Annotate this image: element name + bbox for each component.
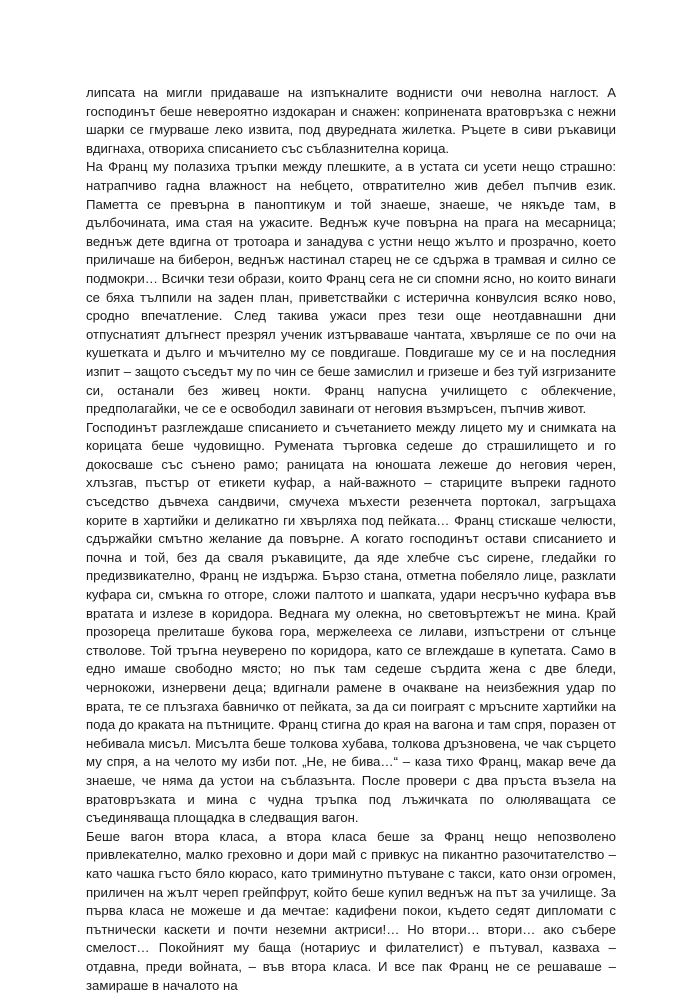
paragraph-2: На Франц му полазиха тръпки между плешките, а в устата си усети нещо страшно: натрапчиво гадна влажност на небцето, отвратително жив дебел пъпчив език. Паметта се превърна в паноптикум и той знаеше, знаеше, че някъде там, в дълбочината, има стая на ужасите. Веднъж куче повърна на прага на месарница; веднъж дете вдигна от тротоара и занадува с устни нещо жълто и прозрачно, което приличаше на биберон, веднъж настинал старец не се сдържа в трамвая и силно се подмокри… Всички тези образи, които Франц сега не си спомни ясно, но които винаги се бяха тълпили на заден план, приветствайки с истерична конвулсия всяко ново, сродно впечатление. След такива ужаси през тези още неотдавнашни дни отпуснатият длъгнест презрял ученик изтърваваше чантата, хвърляше се по очи на кушетката и дълго и мъчително му се повдигаше. Повдигаше му се и на последния изпит – защото съседът му по чин се беше замислил и гризеше и без туй изгризаните си, останали без живец нокти. Франц напусна училището с облекчение, предполагайки, че се е освободил завинаги от неговия възмръсен, пъпчив живот. bbox=[86, 159, 616, 417]
paragraph-1: липсата на мигли придаваше на изпъкналите воднисти очи неволна наглост. А господинът беше невероятно издокаран и снажен: копринената вратовръзка с нежни шарки се гмурваше леко извита, под двуредната жилетка. Ръцете в сиви ръкавици вдигнаха, отвориха списанието със съблазнителна корица. bbox=[86, 85, 616, 156]
paragraph-3: Господинът разглеждаше списанието и съчетанието между лицето му и снимката на корицата беше чудовищно. Румената търговка седеше до страшилището и го докосваше със сънено рамо; раницата на юношата лежеше до неговия черен, хлъзгав, пъстър от етикети куфар, а най-важното – стариците въпреки гадното съседство дъвчеха сандвичи, смучеха мъхести резенчета портокал, загръщаха корите в хартийки и деликатно ги хвърляха под пейката… Франц стискаше челюсти, сдържайки смътно желание да повърне. А когато господинът остави списанието и почна и той, без да сваля ръкавиците, да яде хлебче със сирене, гледайки го предизвикателно, Франц не издържа. Бързо стана, отметна побеляло лице, разклати куфара си, смъкна го отгоре, сложи палтото и шапката, удари несръчно куфара във вратата и излезе в коридора. Веднага му олекна, но световъртежът не мина. Край прозореца прелиташе букова гора, мержелееха се лилави, изпъстрени от слънце стволове. Той тръгна неуверено по коридора, като се вглеждаше в купетата. Само в едно имаше свободно място; но пък там седеше сърдита жена с две бледи, чернокожи, изнервени деца; вдигнали рамене в очакване на неизбежния удар по врата, те се плъзгаха бавничко от пейката, за да си поиграят с мръсните хартийки на пода до краката на пътниците. Франц стигна до края на вагона и там спря, поразен от небивала мисъл. Мисълта беше толкова хубава, толкова дръзновена, че чак сърцето му спря, а на челото му изби пот. „Не, не бива…“ – каза тихо Франц, макар вече да знаеше, че няма да устои на съблазънта. После провери с два пръста възела на вратовръзката и мина с чудна тръпка под лъжичката по олюляващата се съединяваща площадка в следващия вагон. bbox=[86, 419, 616, 826]
paragraph-4: Беше вагон втора класа, а втора класа беше за Франц нещо непозволено привлекателно, малко греховно и дори май с привкус на пикантно разочитателство – като чашка гъсто бяло кюрасо, като триминутно пътуване с такси, като онзи огромен, приличен на жълт череп грейпфрут, който беше купил веднъж на път за училище. За първа класа не можеше и да мечтае: кадифени покои, където седят дипломати с пътнически каскети и почти неземни актриси!… Но втори… втори… ако събере смелост… Покойният му баща (нотариус и филателист) е пътувал, казваха – отдавна, преди войната, – във втора класа. И все пак Франц не се решаваше – замираше в началото на bbox=[86, 828, 616, 993]
body-text bbox=[86, 84, 616, 995]
